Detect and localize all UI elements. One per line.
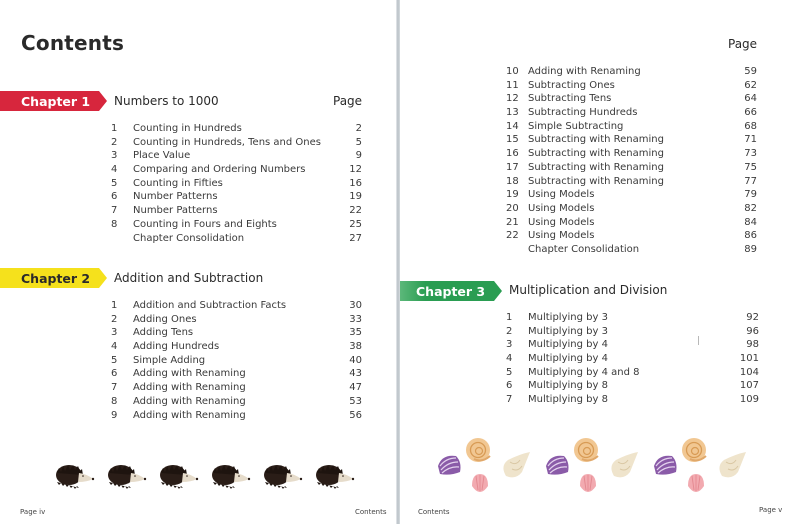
toc-row[interactable]: 2 Adding Ones 33 <box>111 313 362 325</box>
toc-row[interactable]: 14 Simple Subtracting 68 <box>506 120 757 132</box>
toc-row[interactable]: 2 Multiplying by 3 96 <box>506 325 759 337</box>
toc-row[interactable]: 1 Multiplying by 3 92 <box>506 312 759 323</box>
toc-row[interactable]: 19 Using Models 79 <box>506 189 757 201</box>
toc-row[interactable]: 5 Counting in Fifties 16 <box>111 177 362 189</box>
toc-row[interactable]: 5 Simple Adding 40 <box>111 354 362 366</box>
toc-row[interactable]: 8 Counting in Fours and Eights 25 <box>111 218 362 230</box>
page-column-heading: Page <box>333 94 363 108</box>
toc-row[interactable]: 7 Number Patterns 22 <box>111 205 362 217</box>
chapter-3-lesson-list <box>506 311 759 407</box>
toc-row[interactable]: 22 Using Models 86 <box>506 230 757 242</box>
toc-row[interactable]: 17 Subtracting with Renaming 75 <box>506 161 757 173</box>
toc-row[interactable]: 11 Subtracting Ones 62 <box>506 79 757 91</box>
toc-row[interactable]: 10 Adding with Renaming 59 <box>506 66 757 77</box>
chapter-1-label: Chapter 1 <box>21 93 91 109</box>
toc-row[interactable]: 15 Subtracting with Renaming 71 <box>506 134 757 146</box>
toc-row[interactable]: 3 Place Value 9 <box>111 150 362 162</box>
scan-mark <box>698 336 699 345</box>
chapter-2-continued-lesson-list <box>506 65 757 257</box>
chapter-2-lesson-list <box>111 299 362 422</box>
toc-row[interactable]: 4 Adding Hundreds 38 <box>111 341 362 353</box>
toc-row[interactable]: 6 Adding with Renaming 43 <box>111 368 362 380</box>
toc-row-consolidation[interactable]: Chapter Consolidation 89 <box>528 243 757 255</box>
toc-row[interactable]: 3 Multiplying by 4 98 <box>506 339 759 351</box>
toc-row[interactable]: 12 Subtracting Tens 64 <box>506 93 757 105</box>
chapter-1-lesson-list <box>111 122 362 245</box>
chapter-3-tab[interactable] <box>400 281 502 301</box>
hedgehog-illustration-row <box>55 460 365 490</box>
chapter-2-title: Addition and Subtraction <box>114 271 264 285</box>
toc-row[interactable]: 5 Multiplying by 4 and 8 104 <box>506 366 759 378</box>
toc-row[interactable]: 8 Adding with Renaming 53 <box>111 395 362 407</box>
footer-page-number: Page v <box>759 506 783 514</box>
chapter-3-title: Multiplication and Division <box>509 283 668 297</box>
toc-row-consolidation[interactable]: Chapter Consolidation 27 <box>133 232 362 244</box>
toc-row[interactable]: 6 Number Patterns 19 <box>111 191 362 203</box>
toc-row[interactable]: 16 Subtracting with Renaming 73 <box>506 148 757 160</box>
toc-row[interactable]: 4 Multiplying by 4 101 <box>506 353 759 365</box>
chapter-3-label: Chapter 3 <box>416 283 486 299</box>
toc-row[interactable]: 7 Multiplying by 8 109 <box>506 394 759 406</box>
chapter-1-tab[interactable] <box>0 91 107 111</box>
toc-row[interactable]: 21 Using Models 84 <box>506 216 757 228</box>
seashell-illustration-row <box>436 436 756 498</box>
toc-row[interactable]: 13 Subtracting Hundreds 66 <box>506 107 757 119</box>
chapter-1-title: Numbers to 1000 <box>114 94 219 108</box>
footer-section-name: Contents <box>418 508 450 516</box>
toc-row[interactable]: 1 Addition and Subtraction Facts 30 <box>111 300 362 311</box>
toc-row[interactable]: 2 Counting in Hundreds, Tens and Ones 5 <box>111 136 362 148</box>
toc-row[interactable]: 18 Subtracting with Renaming 77 <box>506 175 757 187</box>
chapter-2-label: Chapter 2 <box>21 270 91 286</box>
chapter-2-tab[interactable] <box>0 268 107 288</box>
toc-row[interactable]: 1 Counting in Hundreds 2 <box>111 123 362 134</box>
footer-section-name: Contents <box>355 508 387 516</box>
toc-row[interactable]: 4 Comparing and Ordering Numbers 12 <box>111 164 362 176</box>
left-page <box>0 0 397 524</box>
toc-row[interactable]: 3 Adding Tens 35 <box>111 327 362 339</box>
footer-page-number: Page iv <box>20 508 46 516</box>
toc-row[interactable]: 9 Adding with Renaming 56 <box>111 409 362 421</box>
page-title: Contents <box>21 31 125 55</box>
toc-row[interactable]: 20 Using Models 82 <box>506 202 757 214</box>
toc-row[interactable]: 7 Adding with Renaming 47 <box>111 382 362 394</box>
page-column-heading: Page <box>728 37 758 51</box>
toc-row[interactable]: 6 Multiplying by 8 107 <box>506 380 759 392</box>
right-page <box>400 0 800 524</box>
